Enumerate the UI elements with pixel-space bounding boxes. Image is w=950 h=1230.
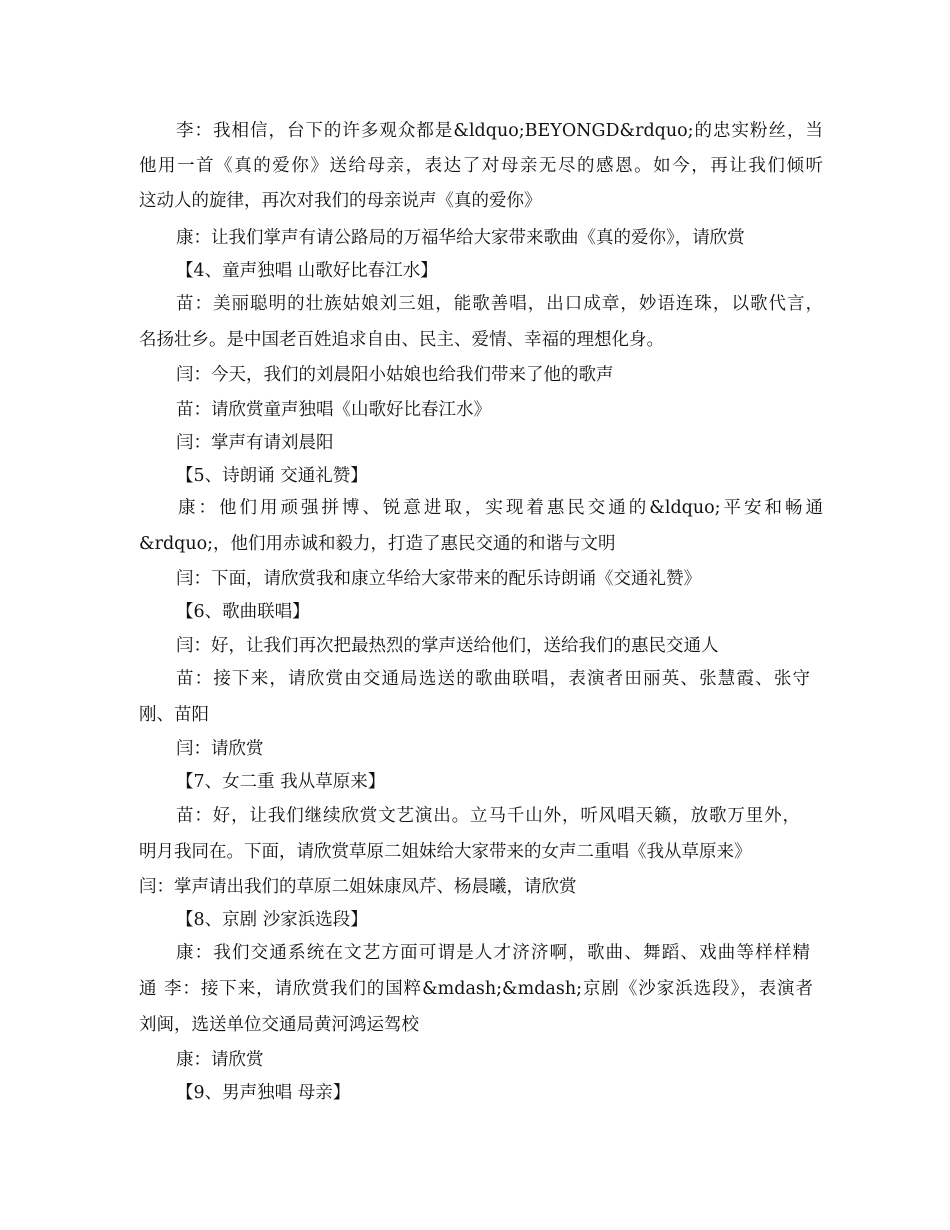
paragraph-line: 康：我们交通系统在文艺方面可谓是人才济济啊，歌曲、舞蹈、戏曲等样样精 bbox=[176, 943, 810, 963]
paragraph-line: 李：我相信，台下的许多观众都是&ldquo;BEYONGD&rdquo;的忠实粉丝，当 bbox=[176, 121, 823, 141]
paragraph-line: 康：请欣赏 bbox=[176, 1050, 264, 1070]
paragraph-line: 闫：掌声请出我们的草原二姐妹康凤芹、杨晨曦，请欣赏 bbox=[139, 877, 577, 897]
paragraph-line: 通 李：接下来，请欣赏我们的国粹&mdash;&mdash;京剧《沙家浜选段》，表演者 bbox=[139, 979, 813, 999]
section-heading: 【5、诗朗诵 交通礼赞】 bbox=[176, 466, 368, 486]
paragraph-line: 苗：好，让我们继续欣赏文艺演出。立马千山外，听风唱天籁，放歌万里外， bbox=[176, 806, 800, 826]
section-heading: 【7、女二重 我从草原来】 bbox=[176, 772, 386, 792]
paragraph-line: 名扬壮乡。是中国老百姓追求自由、民主、爱情、幸福的理想化身。 bbox=[139, 330, 664, 350]
paragraph-line: 苗：请欣赏童声独唱《山歌好比春江水》 bbox=[176, 400, 491, 420]
paragraph-line: 闫：请欣赏 bbox=[176, 739, 264, 759]
paragraph-line: 苗：美丽聪明的壮族姑娘刘三姐，能歌善唱，出口成章，妙语连珠，以歌代言， bbox=[176, 294, 823, 314]
paragraph-line: 闫：下面，请欣赏我和康立华给大家带来的配乐诗朗诵《交通礼赞》 bbox=[176, 569, 701, 589]
paragraph-line: 明月我同在。下面，请欣赏草原二姐妹给大家带来的女声二重唱《我从草原来》 bbox=[139, 842, 752, 862]
paragraph-line: 康：他们用顽强拼博、锐意进取，实现着惠民交通的&ldquo;平安和畅通 bbox=[178, 498, 823, 518]
paragraph-line: 这动人的旋律，再次对我们的母亲说声《真的爱你》 bbox=[139, 191, 542, 211]
paragraph-line: 他用一首《真的爱你》送给母亲，表达了对母亲无尽的感恩。如今，再让我们倾听 bbox=[139, 156, 823, 176]
paragraph-line: &rdquo;，他们用赤诚和毅力，打造了惠民交通的和谐与文明 bbox=[139, 534, 616, 554]
paragraph-line: 康：让我们掌声有请公路局的万福华给大家带来歌曲《真的爱你》，请欣赏 bbox=[176, 228, 745, 248]
paragraph-line: 刚、苗阳 bbox=[139, 705, 209, 725]
section-heading: 【9、男声独唱 母亲】 bbox=[176, 1083, 351, 1103]
paragraph-line: 闫：今天，我们的刘晨阳小姑娘也给我们带来了他的歌声 bbox=[176, 365, 614, 385]
section-heading: 【4、童声独唱 山歌好比春江水】 bbox=[176, 261, 438, 281]
section-heading: 【8、京剧 沙家浜选段】 bbox=[176, 910, 368, 930]
paragraph-line: 苗：接下来，请欣赏由交通局选送的歌曲联唱，表演者田丽英、张慧霞、张守 bbox=[176, 669, 810, 689]
paragraph-line: 闫：好，让我们再次把最热烈的掌声送给他们，送给我们的惠民交通人 bbox=[176, 636, 719, 656]
section-heading: 【6、歌曲联唱】 bbox=[176, 602, 310, 622]
paragraph-line: 闫：掌声有请刘晨阳 bbox=[176, 433, 334, 453]
paragraph-line: 刘闽，选送单位交通局黄河鸿运驾校 bbox=[139, 1015, 419, 1035]
